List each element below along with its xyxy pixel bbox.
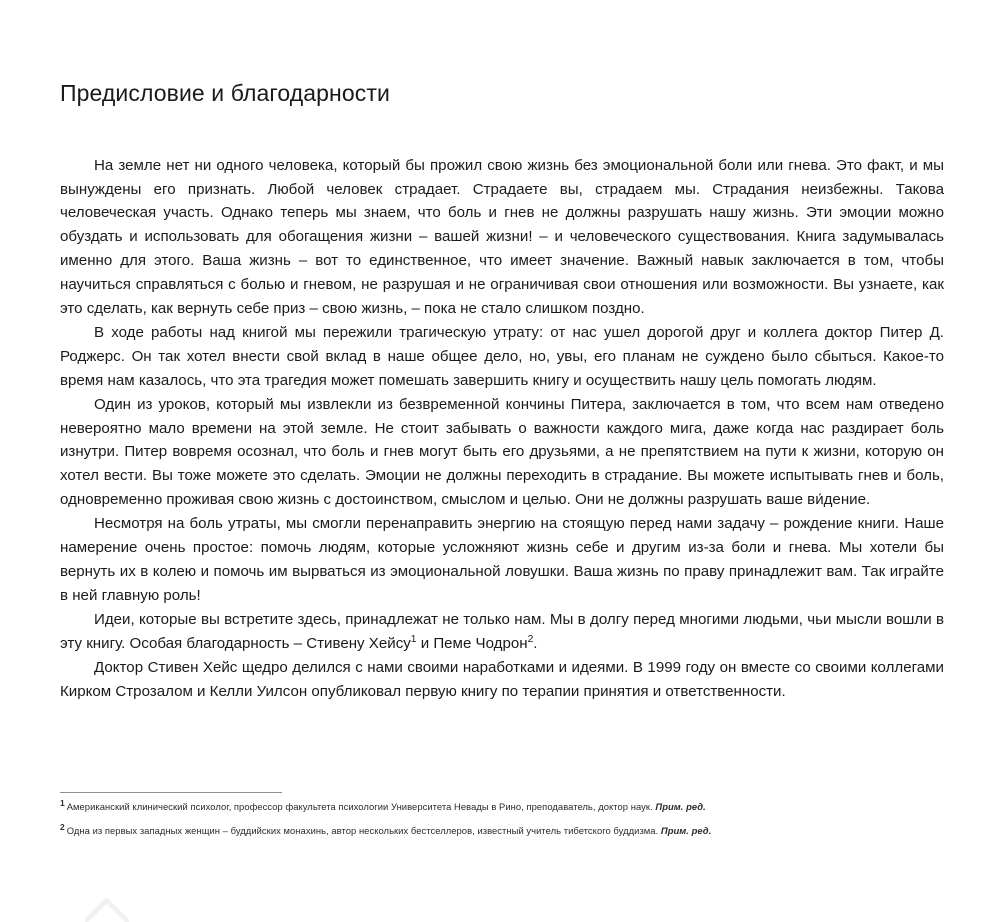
footnote-text-2: Одна из первых западных женщин – буддийских монахинь, автор нескольких бестселлеров, известный учитель тибетского буддизма. <box>66 825 661 836</box>
footnote-item <box>60 797 944 813</box>
footnote-credit-1: Прим. ред. <box>655 801 706 812</box>
page-content <box>60 0 944 703</box>
page-title: Предисловие и благодарности <box>60 80 390 106</box>
footnote-separator-rule <box>60 792 282 793</box>
footnote-marker-2: 2 <box>60 821 65 832</box>
footnote-ref-1[interactable]: 1 <box>410 633 417 645</box>
footnote-item <box>60 821 944 837</box>
paragraph-6: Доктор Стивен Хейс щедро делился с нами своими наработками и идеями. В 1999 году он вместе со своими коллегами Кирком Строзалом и Келли Уилсон опубликовал первую книгу по терапии принятия и ответственности. <box>60 658 944 700</box>
footnote-credit-2: Прим. ред. <box>660 825 712 836</box>
paragraph-3: Один из уроков, который мы извлекли из безвременной кончины Питера, заключается в том, что всем нам отведено невероятно мало времени на этой земле. Не стоит забывать о важности каждого мига, даже когда нас раздирает боль изнутри. Питер вовремя осознал, что боль и гнев могут быть его друзьями, а не препятствием на пути к жизни, которую он хотел вести. Вы тоже можете это сделать. Эмоции не должны переходить в страдание. Вы можете испытывать гнев и боль, одновременно проживая свою жизнь с достоинством, смыслом и целью. Они не должны разрушать ваше ви́дение. <box>60 395 944 509</box>
footnote-ref-2[interactable]: 2 <box>527 633 534 645</box>
footnote-marker-1: 1 <box>60 797 65 808</box>
paragraph-5-text-part-3: . <box>533 634 538 652</box>
paragraph-2: В ходе работы над книгой мы пережили трагическую утрату: от нас ушел дорогой друг и коллега доктор Питер Д. Роджерс. Он так хотел внести свой вклад в наше общее дело, но, увы, его планам не суждено было сбыться. Какое-то время нам казалось, что эта трагедия может помешать завершить книгу и осуществить нашу цель помогать людям. <box>60 323 944 389</box>
paragraph-5-with-footnote-refs <box>60 608 944 656</box>
paragraph-4: Несмотря на боль утраты, мы смогли перенаправить энергию на стоящую перед нами задачу – рождение книги. Наше намерение очень простое: помочь людям, которые усложняют жизнь себе и другим из-за боли и гнева. Мы хотели бы вернуть их в колею и помочь им вырваться из эмоциональной ловушки. Ваша жизнь по праву принадлежит вам. Так играйте в ней главную роль! <box>60 515 944 604</box>
body-text <box>60 154 944 704</box>
page-corner-artifact <box>85 896 129 922</box>
paragraph-5-text-part-1: Идеи, которые вы встретите здесь, принадлежат не только нам. Мы в долгу перед многими людьми, чьи мысли вошли в эту книгу. Особая благодарность – Стивену Хейсу <box>60 610 944 652</box>
footnote-area <box>60 792 944 849</box>
footnote-text-1: Американский клинический психолог, профессор факультета психологии Университета Невады в Рино, преподаватель, доктор наук. <box>66 801 656 812</box>
paragraph-1: На земле нет ни одного человека, который бы прожил свою жизнь без эмоциональной боли или гнева. Это факт, и мы вынуждены его признать. Любой человек страдает. Страдаете вы, страдаем мы. Страдания неизбежны. Такова человеческая участь. Однако теперь мы знаем, что боль и гнев не должны разрушать нашу жизнь. Эти эмоции можно обуздать и использовать для обогащения жизни – вашей жизни! – и человеческого существования. Книга задумывалась именно для этого. Ваша жизнь – вот то единственное, что имеет значение. Важный навык заключается в том, чтобы научиться справляться с болью и гневом, не разрушая и не ограничивая свои отношения или возможности. Вы узнаете, как это сделать, как вернуть себе приз – свою жизнь, – пока не стало слишком поздно. <box>60 156 944 318</box>
paragraph-5-text-part-2: и Пеме Чодрон <box>416 634 528 652</box>
